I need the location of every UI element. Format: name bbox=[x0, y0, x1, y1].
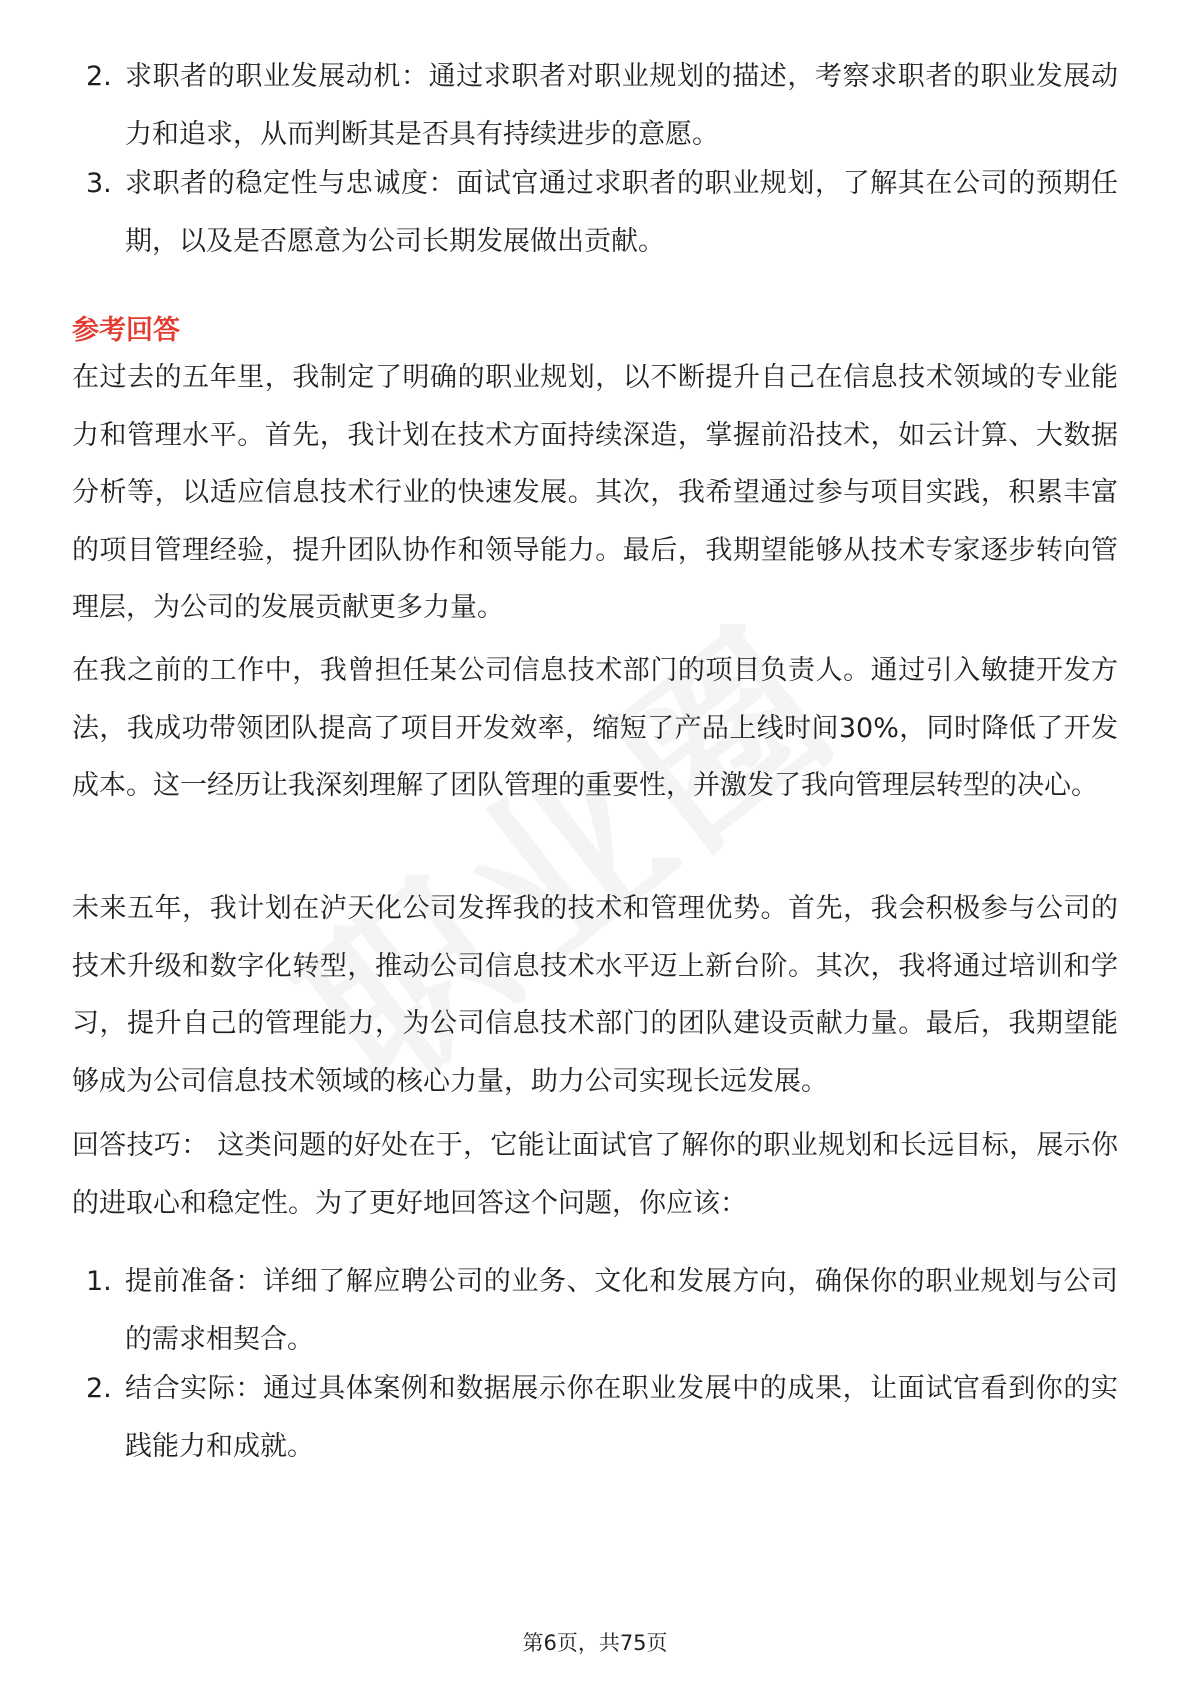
list-item bbox=[0, 155, 1190, 271]
list-item-text: 提前准备：详细了解应聘公司的业务、文化和发展方向，确保你的职业规划与公司的需求相契合。 bbox=[125, 1266, 1118, 1355]
paragraph: 在我之前的工作中，我曾担任某公司信息技术部门的项目负责人。通过引入敏捷开发方法，我成功带领团队提高了项目开发效率，缩短了产品上线时间30%，同时降低了开发成本。这一经历让我深刻理解了团队管理的重要性，并激发了我向管理层转型的决心。 bbox=[72, 655, 1118, 801]
list-item bbox=[0, 48, 1190, 164]
paragraph: 回答技巧： 这类问题的好处在于，它能让面试官了解你的职业规划和长远目标，展示你的进取心和稳定性。为了更好地回答这个问题，你应该： bbox=[72, 1130, 1118, 1219]
list-item-number: 1. bbox=[86, 1266, 112, 1297]
list-item-number: 2. bbox=[86, 61, 112, 92]
list-item bbox=[0, 1253, 1190, 1369]
list-item-number: 3. bbox=[86, 168, 112, 199]
list-item bbox=[0, 1360, 1190, 1476]
paragraph: 未来五年，我计划在泸天化公司发挥我的技术和管理优势。首先，我会积极参与公司的技术升级和数字化转型，推动公司信息技术水平迈上新台阶。其次，我将通过培训和学习，提升自己的管理能力，为公司信息技术部门的团队建设贡献力量。最后，我期望能够成为公司信息技术领域的核心力量，助力公司实现长远发展。 bbox=[72, 893, 1118, 1097]
list-item-text: 求职者的职业发展动机：通过求职者对职业规划的描述，考察求职者的职业发展动力和追求，从而判断其是否具有持续进步的意愿。 bbox=[125, 61, 1118, 150]
section-heading: 参考回答 bbox=[72, 315, 180, 346]
list-item-number: 2. bbox=[86, 1373, 112, 1404]
page-number-footer: 第6页，共75页 bbox=[522, 1631, 668, 1655]
paragraph: 在过去的五年里，我制定了明确的职业规划，以不断提升自己在信息技术领域的专业能力和管理水平。首先，我计划在技术方面持续深造，掌握前沿技术，如云计算、大数据分析等，以适应信息技术行业的快速发展。其次，我希望通过参与项目实践，积累丰富的项目管理经验，提升团队协作和领导能力。最后，我期望能够从技术专家逐步转向管理层，为公司的发展贡献更多力量。 bbox=[72, 362, 1118, 623]
list-item-text: 结合实际：通过具体案例和数据展示你在职业发展中的成果，让面试官看到你的实践能力和成就。 bbox=[125, 1373, 1118, 1462]
list-item-text: 求职者的稳定性与忠诚度：面试官通过求职者的职业规划，了解其在公司的预期任期，以及是否愿意为公司长期发展做出贡献。 bbox=[125, 168, 1118, 257]
